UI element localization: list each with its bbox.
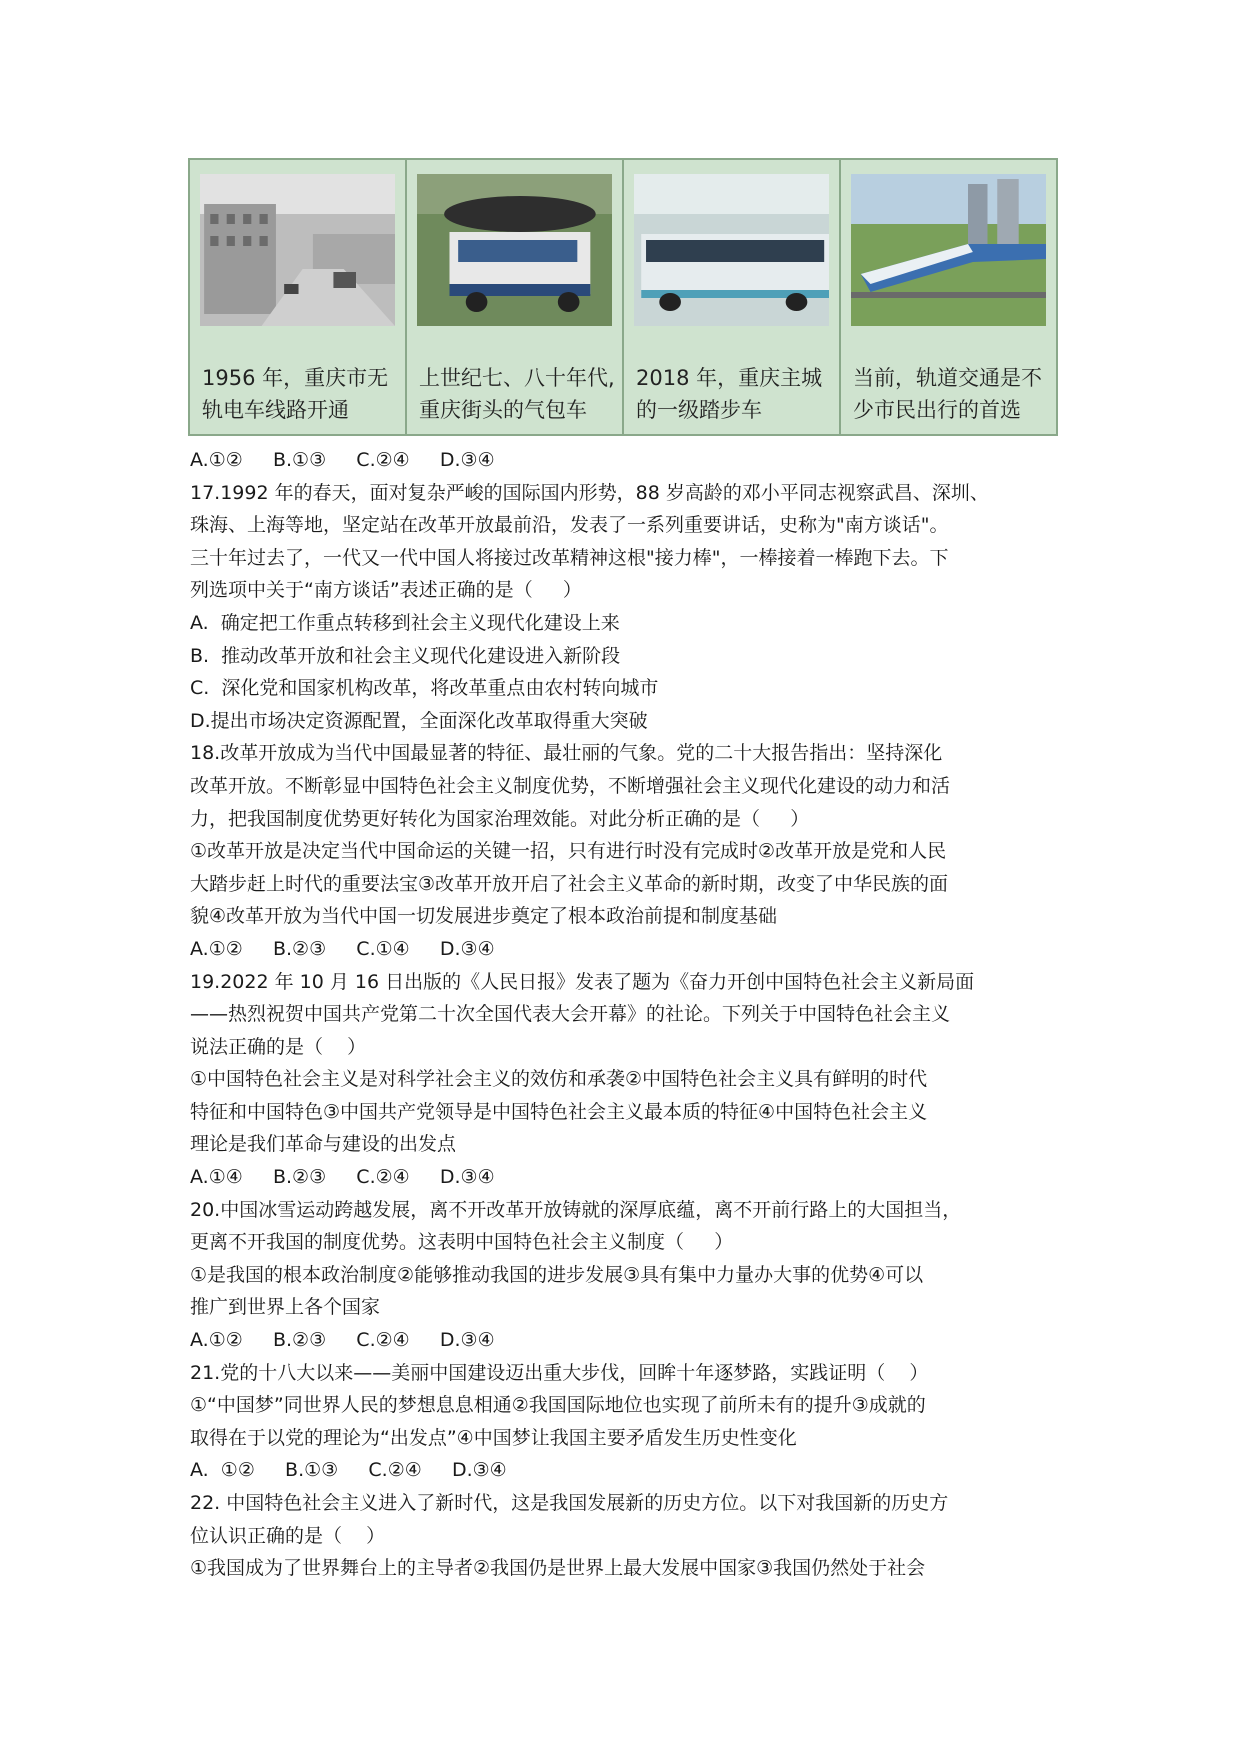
photo-caption-line: 轨电车线路开通 [202,398,349,422]
question-19-statements: 特征和中国特色③中国共产党领导是中国特色社会主义最本质的特征④中国特色社会主义 [190,1100,928,1123]
question-18-stem: 18.改革开放成为当代中国最显著的特征、最壮丽的气象。党的二十大报告指出：坚持深化 [190,742,943,765]
photo-panel-step-bus-2018 [624,160,841,434]
question-17-option-b: B. 推动改革开放和社会主义现代化建设进入新阶段 [190,644,621,667]
photo-rail-train [851,174,1046,326]
question-22-statements: ①我国成为了世界舞台上的主导者②我国仍是世界上最大发展中国家③我国仍然处于社会 [190,1557,926,1580]
question-22-stem: 位认识正确的是（ ） [190,1524,386,1547]
question-18-statements: ①改革开放是决定当代中国命运的关键一招，只有进行时没有完成时②改革开放是党和人民 [190,840,947,863]
question-17-option-a: A. 确定把工作重点转移到社会主义现代化建设上来 [190,611,620,634]
answer-options: A. ①② B.①③ C.②④ D.③④ [190,1459,507,1482]
photo-caption-line: 的一级踏步车 [636,398,762,422]
answer-options: A.①② B.①③ C.②④ D.③④ [190,449,495,471]
question-21-statements: ①“中国梦”同世界人民的梦想息息相通②我国国际地位也实现了前所未有的提升③成就的 [190,1394,926,1417]
photo-caption-line: 少市民出行的首选 [853,398,1021,422]
question-18-stem: 改革开放。不断彰显中国特色社会主义制度优势，不断增强社会主义现代化建设的动力和活 [190,774,951,797]
question-22-stem: 22. 中国特色社会主义进入了新时代，这是我国发展新的历史方位。以下对我国新的历史方 [190,1492,949,1514]
photo-panel-rail-transit [841,160,1056,434]
question-20-stem: 20.中国冰雪运动跨越发展，离不开改革开放铸就的深厚底蕴，离不开前行路上的大国担当， [190,1198,962,1221]
question-17-stem: 三十年过去了，一代又一代中国人将接过改革精神这根"接力棒"，一棒接着一棒跑下去。下 [190,546,949,569]
photo-strip [188,158,1058,436]
photo-caption-line: 1956 年，重庆市无 [202,366,389,390]
question-19-statements: ①中国特色社会主义是对科学社会主义的效仿和承袭②中国特色社会主义具有鲜明的时代 [190,1068,928,1091]
question-text [190,444,1066,1585]
question-18-statements: 大踏步赶上时代的重要法宝③改革开放开启了社会主义革命的新时期，改变了中华民族的面 [190,872,949,895]
question-19-stem: 19.2022 年 10 月 16 日出版的《人民日报》发表了题为《奋力开创中国特色社会主义新局面 [190,970,975,993]
question-17-stem: 珠海、上海等地，坚定站在改革开放最前沿，发表了一系列重要讲话，史称为"南方谈话"。 [190,514,949,537]
photo-caption-line: 重庆街头的气包车 [419,398,587,422]
answer-options: A.①② B.②③ C.②④ D.③④ [190,1329,495,1352]
question-18-statements: 貌④改革开放为当代中国一切发展进步奠定了根本政治前提和制度基础 [190,905,778,928]
question-20-statements: ①是我国的根本政治制度②能够推动我国的进步发展③具有集中力量办大事的优势④可以 [190,1263,924,1286]
photo-step-bus [634,174,829,326]
question-21-stem: 21.党的十八大以来——美丽中国建设迈出重大步伐，回眸十年逐梦路，实践证明（ ） [190,1361,929,1384]
question-18-stem: 力，把我国制度优势更好转化为国家治理效能。对此分析正确的是（ ） [190,807,810,830]
photo-gasbag-bus [417,174,612,326]
question-20-stem: 更离不开我国的制度优势。这表明中国特色社会主义制度（ ） [190,1231,734,1254]
question-19-stem: ——热烈祝贺中国共产党第二十次全国代表大会开幕》的社论。下列关于中国特色社会主义 [190,1003,951,1026]
question-17-option-c: C. 深化党和国家机构改革，将改革重点由农村转向城市 [190,677,659,700]
question-19-statements: 理论是我们革命与建设的出发点 [190,1133,457,1156]
question-17-stem: 列选项中关于“南方谈话”表述正确的是（ ） [190,579,582,602]
photo-panel-gasbag-bus [407,160,624,434]
answer-options: A.①② B.②③ C.①④ D.③④ [190,937,495,960]
photo-trolleybus-street [200,174,395,326]
photo-caption-line: 当前，轨道交通是不 [853,366,1042,390]
photo-panel-trolleybus-1956 [190,160,407,434]
question-19-stem: 说法正确的是（ ） [190,1035,367,1058]
question-17-option-d: D.提出市场决定资源配置，全面深化改革取得重大突破 [190,709,648,732]
photo-caption-line: 上世纪七、八十年代, [419,366,615,390]
question-20-statements: 推广到世界上各个国家 [190,1296,381,1319]
photo-caption-line: 2018 年，重庆主城 [636,366,823,390]
question-17-stem: 17.1992 年的春天，面对复杂严峻的国际国内形势，88 岁高龄的邓小平同志视察武昌、深圳、 [190,481,989,504]
question-21-statements: 取得在于以党的理论为“出发点”④中国梦让我国主要矛盾发生历史性变化 [190,1426,797,1449]
answer-options: A.①④ B.②③ C.②④ D.③④ [190,1166,495,1189]
